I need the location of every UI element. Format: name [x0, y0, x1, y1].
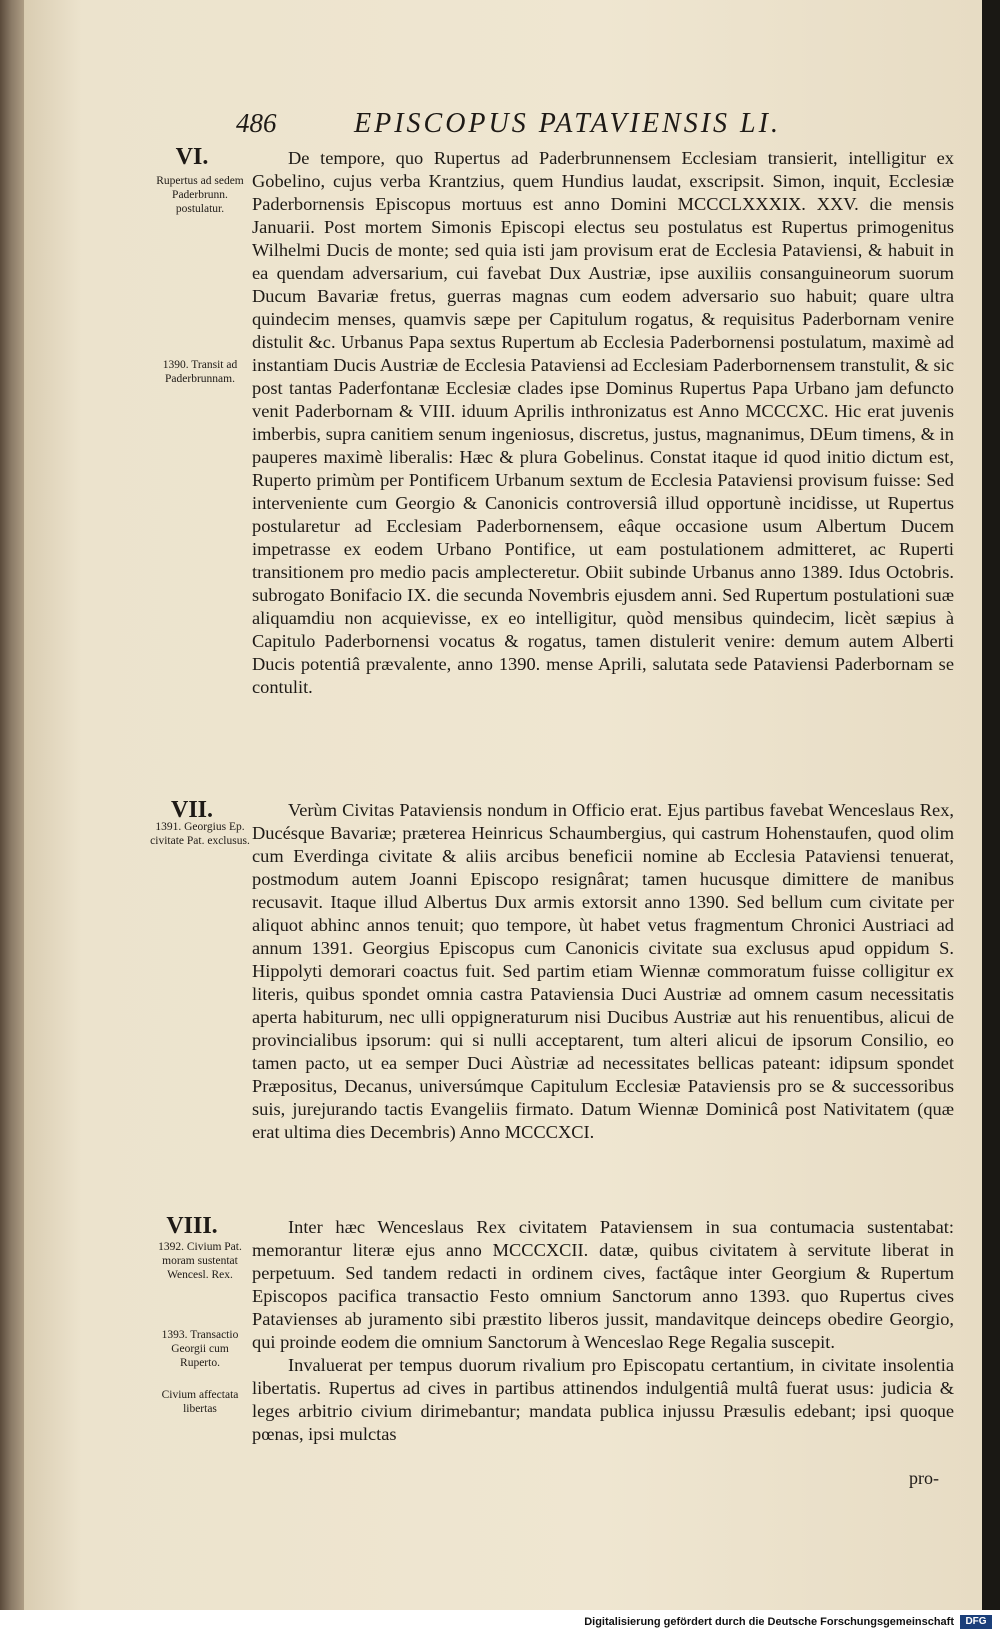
scan-border	[982, 0, 1000, 1610]
paragraph-text: De tempore, quo Rupertus ad Paderbrunnensem Ecclesiam transierit, intelligitur ex Gobelino, cujus verba Krantzius, quem Hundius laudat, exscripsit. Simon, inquit, Ecclesiæ Paderbornensis Episcopus mortuus est anno Domini MCCCLXXXIX. XXV. die mensis Januarii. Post mortem Simonis Episcopi electus seu postulatus est Rupertus primogenitus Wilhelmi Ducis de monte; sed quia isti jam provisum erat de Ecclesia Pataviensi, & habuit in ea quendam adversarium, cui favebat Dux Austriæ, ipse auxiliis consanguineorum suorum Ducum Bavariæ fretus, guerras magnas cum eodem adversario suo habuit; quare ultra quindecim menses, quamvis sæpe per Capitulum rogatus, & requisitus Paderbornam venire distulit &c. Urbanus Papa sextus Rupertum ab Ecclesia Paderbornensi postulatum, maximè ad instantiam Ducis Austriæ de Ecclesia Pataviensi ad Ecclesiam Paderbornensem transtulit, & sic post tantas Paderfontanæ Ecclesiæ clades ipse Dominus Rupertus Papa Urbano jam defuncto venit Paderbornam & VIII. iduum Aprilis inthronizatus est Anno MCCCXC. Hic erat juvenis imberbis, supra canitiem senum ingeniosus, discretus, justus, magnanimus, DEum timens, & in pauperes maximè liberalis: Hæc & plura Gobelinus. Constat itaque id quod initio dictum est, Ruperto primùm per Pontificem Urbanum sextum de Ecclesia Pataviensi provisum fuisse: Sed interveniente cum Georgio & Canonicis controversiâ illud opportunè incidisse, ut Rupertus postularetur ad Ecclesiam Paderbornensem, eâque occasione usum Albertum Ducem impetrasse ex eodem Urbano Pontifice, ut eam postulationem admitteret, ac Ruperti transitionem pro medio pacis amplecteretur. Obiit subinde Urbanus anno 1389. Idus Octobris. subrogato Bonifacio IX. die secunda Novembris ejusdem anni. Sed Rupertum postulationi suæ aliquamdiu non acquievisse, ex eo intelligitur, quòd mensibus quindecim, licèt sæpius à Capitulo Paderbornensi vocatus & rogatus, tamen distulerit venire: demum autem Alberti Ducis potentiâ prævalente, anno 1390. mense Aprili, salutata sede Pataviensi Paderbornam se contulit.	[252, 148, 954, 697]
dfg-logo-icon: DFG	[960, 1615, 992, 1629]
running-title: EPISCOPUS PATAVIENSIS LI.	[354, 108, 781, 139]
footer-bar	[0, 1610, 1000, 1635]
paragraph-text: Invaluerat per tempus duorum rivalium pro Episcopatu certantium, in civitate insolentia libertatis. Rupertus ad cives in partibus attinendos indulgentiâ multâ fuerat usus: judicia & leges arbitrio civium dirimebantur; mandata publica injussu Præsulis edebant; ipsi quoque pœnas, ipsi mulctas	[252, 1355, 954, 1444]
catchword: pro-	[909, 1468, 939, 1488]
page-number: 486	[236, 108, 277, 138]
paragraph-text: Verùm Civitas Pataviensis nondum in Officio erat. Ejus partibus favebat Wenceslaus Rex, Ducésque Bavariæ; præterea Heinricus Schaumbergius, qui castrum Hohenstaufen, quod olim cum Everdinga civitate & aliis arcibus beneficii nomine ab Ecclesia Pataviensi tenuerat, postmodum autem Joanni Episcopo resignârat; tamen hucusque dimittere de manibus recusavit. Itaque illud Albertus Dux armis extorsit anno 1390. Sed bellum cum civitate per aliquot abhinc annos tenuit; quo tempore, ùt habet vetus fragmentum Chronici Austriaci ad annum 1391. Georgius Episcopus cum Canonicis civitate sua exclusus apud oppidum S. Hippolyti demorari coactus fuit. Sed partim etiam Wiennæ commoratum fuisse colligitur ex literis, quibus spondet omnia castra Pataviensia Duci Austriæ ad omnem casum necessitatis aperta habiturum, nec ulli oppigneraturum nisi Ducibus Austriæ aut his renuentibus, alicui de provincialibus ipsorum: qui si nulli acceptarent, tum alteri alicui de ipsorum Consilio, eo tamen pacto, ut ea semper Duci Aùstriæ ad necessitates bellicas pateant: idipsum spondet Præpositus, Decanus, universúmque Capitulum Ecclesiæ Pataviensis pro se & successoribus suis, jurejurando tactis Evangeliis firmato. Datum Wiennæ Dominicâ post Nativitatem (quæ erat ultima dies Decembris) Anno MCCCXCI.	[252, 800, 954, 1142]
book-page	[24, 0, 982, 1610]
section-number: VIII.	[166, 1213, 218, 1239]
paragraph	[252, 799, 954, 1213]
paragraph	[252, 147, 954, 783]
section-number: VI.	[175, 144, 209, 170]
margin-note: 1392. Civium Pat. moram sustentat Wencesl. Rex.	[158, 1241, 242, 1281]
margin-note: Rupertus ad sedem Paderbrunn. postulatur.	[156, 175, 244, 215]
section-number: VII.	[170, 797, 213, 823]
margin-note: 1393. Transactio Georgii cum Ruperto.	[161, 1329, 239, 1369]
margin-note: 1390. Transit ad Paderbrunnam.	[162, 359, 238, 385]
footer-credit: Digitalisierung gefördert durch die Deutsche Forschungsgemeinschaft	[584, 1616, 954, 1628]
paragraph-text: Inter hæc Wenceslaus Rex civitatem Pataviensem in sua contumacia sustentabat: memorantur literæ ejus anno MCCCXCII. datæ, quibus civitatem à servitute liberat in perpetuum. Sed tandem redacti in ordinem cives, factâque inter Georgium & Rupertum Episcopos pacifica transactio Festo omnium Sanctorum anno 1393. quo Rupertus cives Patavienses ab juramento sibi præstito liberos jussit, mandavitque deinceps obedire Georgio, qui proinde eodem die omnium Sanctorum à Wenceslao Rege Regalia suscepit.	[252, 1217, 954, 1352]
margin-note: 1391. Georgius Ep. civitate Pat. exclusus.	[150, 821, 250, 847]
margin-note: Civium affectata libertas	[161, 1389, 239, 1415]
paragraph	[252, 1216, 954, 1470]
